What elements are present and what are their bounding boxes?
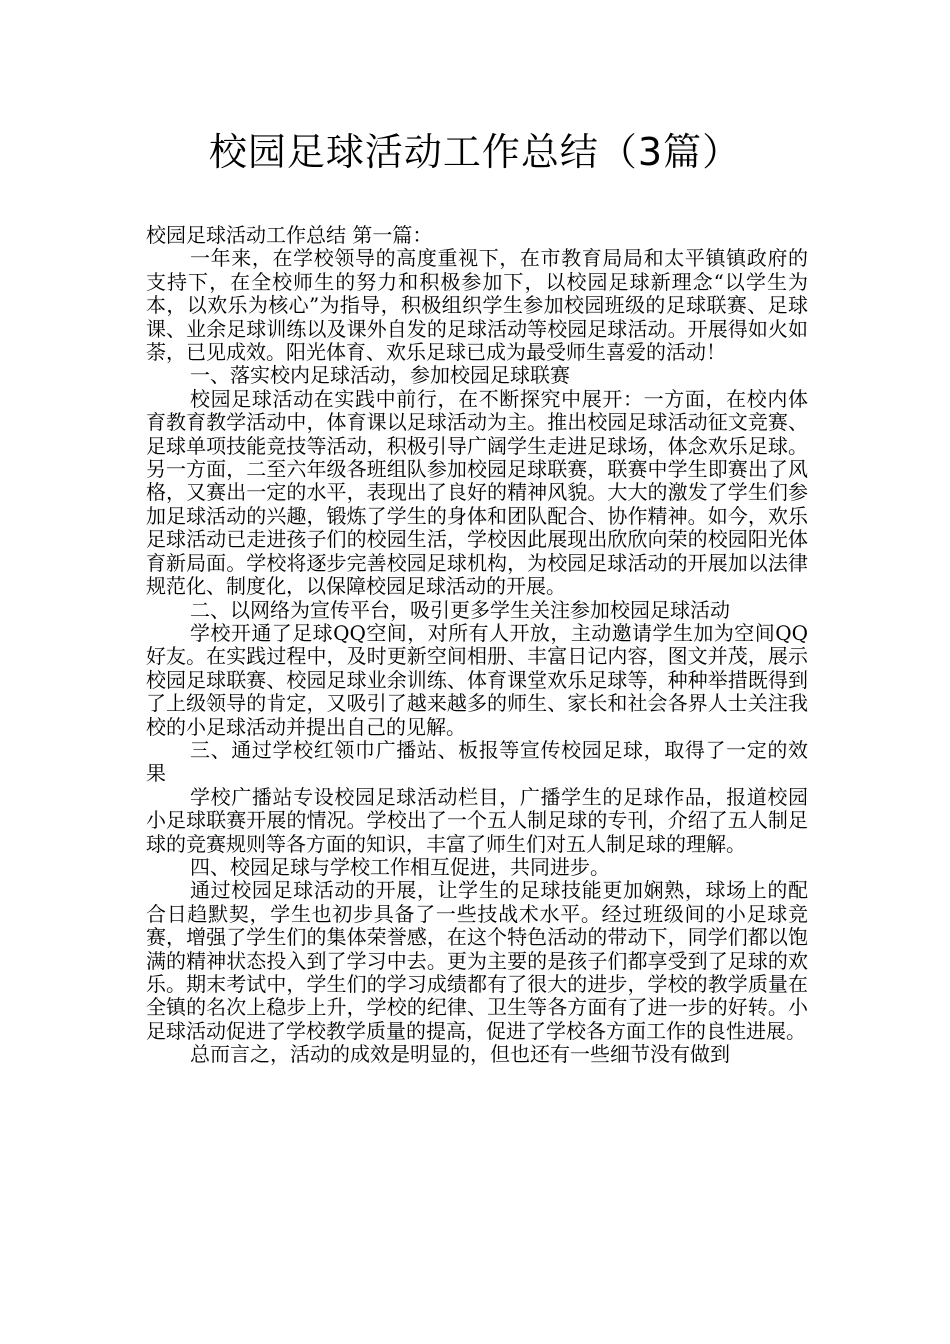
paragraph: 一年来，在学校领导的高度重视下，在市教育局局和太平镇镇政府的支持下，在全校师生的努力和积极参加下，以校园足球新理念“以学生为本，以欢乐为核心”为指导，积极组织学生参加校园班级的足球联赛、足球课、业余足球训练以及课外自发的足球活动等校园足球活动。开展得如火如荼，已见成效。阳光体育、欢乐足球已成为最受师生喜爱的活动！ bbox=[146, 246, 808, 365]
section-heading: 校园足球活动工作总结 第一篇： bbox=[146, 223, 433, 247]
paragraph: 四、校园足球与学校工作相互促进，共同进步。 bbox=[190, 854, 610, 879]
paragraph: 二、以网络为宣传平台，吸引更多学生关注参加校园足球活动 bbox=[190, 597, 730, 622]
paragraph: 校园足球活动在实践中前行，在不断探究中展开：一方面，在校内体育教育教学活动中，体育课以足球活动为主。推出校园足球活动征文竞赛、足球单项技能竞技等活动，积极引导广阔学生走进足球场，体念欢乐足球。另一方面，二至六年级各班组队参加校园足球联赛，联赛中学生即赛出了风格，又赛出一定的水平，表现出了良好的精神风貌。大大的激发了学生们参加足球活动的兴趣，锻炼了学生的身体和团队配合、协作精神。如今，欢乐足球活动已走进孩子们的校园生活，学校因此展现出欣欣向荣的校园阳光体育新局面。学校将逐步完善校园足球机构，为校园足球活动的开展加以法律规范化、制度化，以保障校园足球活动的开展。 bbox=[146, 386, 808, 599]
paragraph: 三、通过学校红领巾广播站、板报等宣传校园足球，取得了一定的效果 bbox=[146, 737, 808, 786]
paragraph: 总而言之，活动的成效是明显的，但也还有一些细节没有做到 bbox=[190, 1042, 730, 1067]
paragraph: 一、落实校内足球活动，参加校园足球联赛 bbox=[190, 363, 570, 388]
document-title: 校园足球活动工作总结（3篇） bbox=[208, 130, 742, 174]
paragraph: 学校广播站专设校园足球活动栏目，广播学生的足球作品，报道校园小足球联赛开展的情况。学校出了一个五人制足球的专刊，介绍了五人制足球的竞赛规则等各方面的知识，丰富了师生们对五人制足球的理解。 bbox=[146, 784, 808, 856]
paragraph: 学校开通了足球QQ空间，对所有人开放，主动邀请学生加为空间QQ好友。在实践过程中，及时更新空间相册、丰富日记内容，图文并茂，展示校园足球联赛、校园足球业余训练、体育课堂欢乐足球等，种种举措既得到了上级领导的肯定，又吸引了越来越多的师生、家长和社会各界人士关注我校的小足球活动并提出自己的见解。 bbox=[146, 620, 808, 739]
paragraph: 通过校园足球活动的开展，让学生的足球技能更加娴熟，球场上的配合日趋默契，学生也初步具备了一些技战术水平。经过班级间的小足球竞赛，增强了学生们的集体荣誉感，在这个特色活动的带动下，同学们都以饱满的精神状态投入到了学习中去。更为主要的是孩子们都享受到了足球的欢乐。期末考试中，学生们的学习成绩都有了很大的进步，学校的教学质量在全镇的名次上稳步上升，学校的纪律、卫生等各方面有了进一步的好转。小足球活动促进了学校教学质量的提高，促进了学校各方面工作的良性进展。 bbox=[146, 878, 808, 1043]
document-body bbox=[146, 224, 808, 1067]
